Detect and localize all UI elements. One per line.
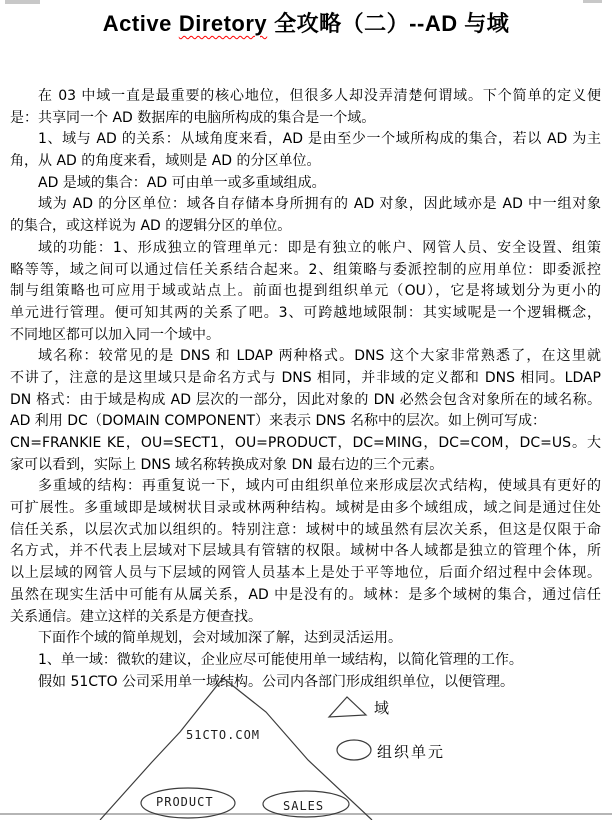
ou-sales-label: SALES	[283, 799, 325, 813]
body-line: DN 格式：由于域是构成 AD 层次的一部分，因此对象的 DN 必然会包含对象所在的域名称。	[10, 391, 601, 408]
title-english-part: Active	[102, 11, 172, 36]
body-line: 1、单一域：微软的建议，企业应尽可能使用单一域结构，以简化管理的工作。	[38, 651, 523, 668]
body-line: 域为 AD 的分区单位：域各自存储本身所拥有的 AD 对象，因此域亦是 AD 中一组对象	[38, 196, 601, 213]
body-line: 是：共享同一个 AD 数据库的电脑所构成的集合是一个域。	[10, 109, 376, 126]
body-line: 下面作个域的简单规划，会对域加深了解，达到灵活运用。	[38, 630, 402, 647]
ou-product-label: PRODUCT	[156, 795, 214, 809]
body-line: 不同地区都可以加入同一个域中。	[10, 326, 220, 343]
body-line: 多重域的结构：再重复说一下，域内可由组织单位来形成层次式结构，使域具有更好的	[38, 478, 601, 495]
body-line: 不讲了，注意的是这里域只是命名方式与 DNS 相同，并非域的定义都和 DNS 相同。LDAP	[10, 369, 601, 386]
body-line: 信任关系，以层次式加以组织的。特别注意：域树中的域虽然有层次关系，但这是仅限于命	[10, 521, 601, 538]
body-line: 虽然在现实生活中可能有从属关系，AD 中是没有的。域林：是多个域树的集合，通过信任	[10, 586, 601, 603]
body-line: AD 利用 DC（DOMAIN COMPONENT）来表示 DNS 名称中的层次。如上例可写成：	[10, 413, 547, 430]
body-line: 假如 51CTO 公司采用单一域结构。公司内各部门形成组织单位，以便管理。	[38, 673, 515, 690]
legend-domain-label: 域	[374, 699, 392, 717]
body-line: 名方式，并不代表上层域对下层域具有管辖的权限。域树中各人域都是独立的管理个体，所	[10, 543, 601, 560]
legend-ou-label: 组织单元	[377, 743, 446, 761]
body-line: CN=FRANKIE KE，OU=SECT1，OU=PRODUCT，DC=MING，DC=COM，DC=US。大	[10, 435, 601, 451]
title-misspelled-word: Diretory	[178, 11, 268, 36]
body-line: 域名称：较常见的是 DNS 和 LDAP 两种格式。DNS 这个大家非常熟悉了，在这里就	[38, 348, 601, 365]
legend-domain-triangle-icon	[329, 697, 366, 717]
single-domain-diagram	[0, 670, 612, 820]
page-edge-mark-left	[5, 0, 40, 4]
body-text	[10, 86, 601, 693]
body-line: 在 03 中域一直是最重要的核心地位，但很多人却没弄清楚何谓域。下个简单的定义便	[38, 88, 601, 104]
body-line: 以上层域的网管人员与下层域的网管人员基本上是处于平等地位，后面介绍过程中会体现。	[10, 565, 601, 582]
page-title	[0, 7, 612, 38]
page-edge-mark-right	[583, 0, 602, 3]
body-line: 域的功能：1、形成独立的管理单元：即是有独立的帐户、网管人员、安全设置、组策	[38, 239, 601, 256]
body-line: 1、域与 AD 的关系：从域角度来看，AD 是由至少一个域所构成的集合，若以 AD 为主	[38, 131, 601, 148]
body-line: 家可以看到，实际上 DNS 域名称转换成对象 DN 最右边的三个元素。	[10, 456, 444, 473]
legend-ou-ellipse-icon	[337, 740, 371, 760]
body-line: 略等等，域之间可以通过信任关系结合起来。2、组策略与委派控制的应用单位：即委派控	[10, 261, 601, 278]
body-line: 的集合，或这样说为 AD 的逻辑分区的单位。	[10, 218, 292, 235]
domain-name-label: 51CTO.COM	[186, 728, 261, 742]
body-line: 可扩展性。多重域即是域树状目录或林两种结构。域树是由多个域组成，域之间是通过住处	[10, 500, 601, 517]
body-line: 角，从 AD 的角度来看，域则是 AD 的分区单位。	[10, 153, 321, 170]
title-chinese-part: 全攻略（二）--AD 与域	[274, 11, 510, 36]
body-line: 制与组策略也可应用于域或站点上。前面也提到组织单元（OU），它是将域划分为更小的	[10, 283, 601, 300]
body-line: 关系通信。建立这样的关系是方便查找。	[10, 608, 262, 625]
body-line: 单元进行管理。便可知其两的关系了吧。3、可跨越地域限制：其实域呢是一个逻辑概念，	[10, 304, 601, 321]
body-line: AD 是域的集合：AD 可由单一或多重域组成。	[38, 174, 326, 191]
